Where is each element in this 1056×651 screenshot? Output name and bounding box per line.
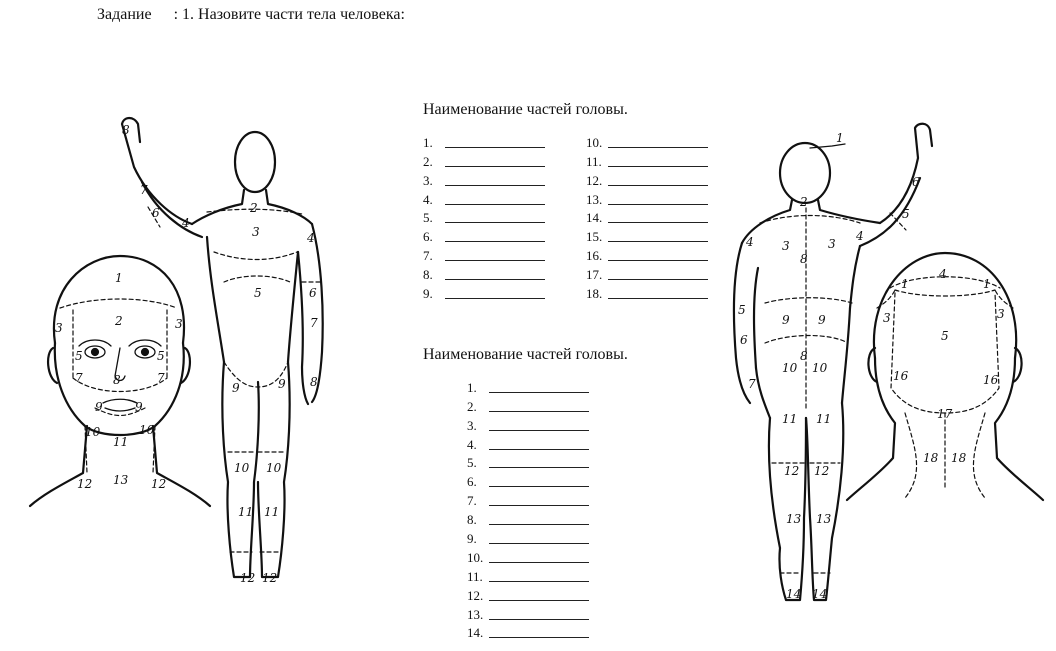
row-number: 5. (423, 210, 433, 226)
label-13: 13 (786, 512, 802, 526)
answer-blank[interactable] (445, 241, 545, 242)
answer-row (467, 585, 589, 604)
label-9: 9 (782, 313, 790, 327)
row-number: 2. (467, 398, 477, 414)
answer-blank[interactable] (489, 524, 589, 525)
answer-row (467, 566, 589, 585)
answer-blank[interactable] (445, 166, 545, 167)
label-3: 3 (55, 321, 63, 335)
label-5: 5 (738, 303, 746, 317)
label-4: 4 (182, 216, 190, 230)
answer-blank[interactable] (489, 637, 589, 638)
answer-row (423, 208, 545, 227)
answer-blank[interactable] (489, 392, 589, 393)
label-3: 3 (997, 307, 1005, 321)
label-5: 5 (75, 349, 83, 363)
answer-row (467, 415, 589, 434)
task-text: : 1. Назовите части тела человека: (173, 6, 405, 23)
label-3: 3 (782, 239, 790, 253)
label-16: 16 (893, 369, 909, 383)
answer-row (586, 264, 708, 283)
label-11: 11 (238, 505, 254, 519)
answer-blank[interactable] (608, 185, 708, 186)
label-6: 6 (152, 206, 160, 220)
label-13: 13 (816, 512, 832, 526)
row-number: 1. (467, 379, 477, 395)
answer-blank[interactable] (489, 562, 589, 563)
answer-row (423, 170, 545, 189)
label-6: 6 (912, 175, 920, 189)
answer-blank[interactable] (608, 222, 708, 223)
answer-row (467, 471, 589, 490)
row-number: 2. (423, 153, 433, 169)
answer-row (467, 528, 589, 547)
row-number: 17. (586, 267, 603, 283)
answer-blank[interactable] (445, 147, 545, 148)
answer-blank[interactable] (608, 204, 708, 205)
answer-row (467, 396, 589, 415)
answer-blank[interactable] (489, 411, 589, 412)
answer-row (423, 132, 545, 151)
answer-row (467, 623, 589, 642)
answer-blank[interactable] (489, 486, 589, 487)
row-number: 12. (467, 587, 484, 603)
answer-list-1a (423, 132, 545, 302)
label-3: 3 (828, 237, 836, 251)
row-number: 8. (467, 512, 477, 528)
row-number: 9. (467, 531, 477, 547)
label-12: 12 (784, 464, 800, 478)
label-10: 10 (139, 423, 155, 437)
answer-blank[interactable] (445, 260, 545, 261)
answer-blank[interactable] (489, 543, 589, 544)
label-1: 1 (901, 277, 909, 291)
answer-row (586, 170, 708, 189)
row-number: 16. (586, 248, 603, 264)
label-8: 8 (800, 349, 808, 363)
answer-row (423, 151, 545, 170)
row-number: 11. (586, 153, 602, 169)
label-5: 5 (941, 329, 949, 343)
answer-row (423, 226, 545, 245)
row-number: 10. (467, 549, 484, 565)
row-number: 11. (467, 568, 483, 584)
answer-row (423, 189, 545, 208)
label-7: 7 (310, 316, 318, 330)
answer-blank[interactable] (608, 241, 708, 242)
label-11: 11 (113, 435, 129, 449)
answer-blank[interactable] (445, 298, 545, 299)
answer-blank[interactable] (445, 204, 545, 205)
label-3: 3 (883, 311, 891, 325)
label-9: 9 (95, 400, 103, 414)
label-1: 1 (836, 131, 844, 145)
label-6: 6 (740, 333, 748, 347)
answer-row (586, 132, 708, 151)
label-17: 17 (937, 407, 953, 421)
label-7: 7 (75, 371, 83, 385)
row-number: 13. (586, 191, 603, 207)
answer-row (467, 547, 589, 566)
answer-row (467, 453, 589, 472)
label-11: 11 (782, 412, 798, 426)
answer-list-2 (467, 377, 589, 641)
label-7: 7 (157, 371, 165, 385)
label-6: 6 (309, 286, 317, 300)
label-1: 1 (983, 277, 991, 291)
answer-blank[interactable] (608, 147, 708, 148)
label-8: 8 (122, 123, 130, 137)
row-number: 13. (467, 606, 484, 622)
answer-row (467, 490, 589, 509)
answer-blank[interactable] (489, 505, 589, 506)
task-label: Задание (97, 6, 152, 23)
row-number: 8. (423, 267, 433, 283)
answer-blank[interactable] (608, 279, 708, 280)
answer-blank[interactable] (445, 222, 545, 223)
row-number: 1. (423, 134, 433, 150)
label-10: 10 (266, 461, 282, 475)
label-3: 3 (175, 317, 183, 331)
answer-row (586, 189, 708, 208)
answer-blank[interactable] (489, 619, 589, 620)
label-10: 10 (234, 461, 250, 475)
label-12: 12 (151, 477, 167, 491)
row-number: 18. (586, 286, 603, 302)
label-10: 10 (85, 425, 101, 439)
label-11: 11 (816, 412, 832, 426)
answer-row (586, 283, 708, 302)
answer-blank[interactable] (608, 260, 708, 261)
label-10: 10 (782, 361, 798, 375)
label-11: 11 (264, 505, 280, 519)
row-number: 4. (467, 436, 477, 452)
label-7: 7 (140, 183, 148, 197)
row-number: 14. (467, 625, 484, 641)
answer-row (467, 377, 589, 396)
task-heading (97, 6, 405, 24)
label-3: 3 (252, 225, 260, 239)
answer-row (423, 283, 545, 302)
label-2: 2 (250, 201, 258, 215)
answer-row (586, 245, 708, 264)
label-8: 8 (800, 252, 808, 266)
row-number: 4. (423, 191, 433, 207)
label-16: 16 (983, 373, 999, 387)
row-number: 15. (586, 229, 603, 245)
row-number: 6. (467, 474, 477, 490)
answer-list-1b (586, 132, 708, 302)
section-title-2: Наименование частей головы. (423, 346, 628, 363)
answer-blank[interactable] (608, 166, 708, 167)
label-12: 12 (814, 464, 830, 478)
answer-blank[interactable] (608, 298, 708, 299)
row-number: 3. (467, 417, 477, 433)
label-14: 14 (786, 587, 802, 601)
label-9: 9 (232, 381, 240, 395)
answer-row (586, 208, 708, 227)
row-number: 10. (586, 134, 603, 150)
label-12: 12 (77, 477, 93, 491)
answer-blank[interactable] (445, 279, 545, 280)
answer-row (586, 151, 708, 170)
head-back-illustration (845, 248, 1045, 508)
row-number: 9. (423, 286, 433, 302)
row-number: 6. (423, 229, 433, 245)
label-5: 5 (157, 349, 165, 363)
answer-blank[interactable] (489, 467, 589, 468)
label-2: 2 (800, 195, 808, 209)
answer-row (467, 604, 589, 623)
row-number: 5. (467, 455, 477, 471)
body-front-illustration (112, 112, 337, 592)
answer-row (586, 226, 708, 245)
answer-blank[interactable] (489, 449, 589, 450)
answer-row (467, 509, 589, 528)
answer-blank[interactable] (489, 430, 589, 431)
label-12: 12 (240, 571, 256, 585)
label-9: 9 (818, 313, 826, 327)
label-5: 5 (254, 286, 262, 300)
label-5: 5 (902, 207, 910, 221)
answer-blank[interactable] (445, 185, 545, 186)
section-title-1: Наименование частей головы. (423, 101, 628, 118)
label-4: 4 (746, 235, 754, 249)
label-14: 14 (812, 587, 828, 601)
label-4: 4 (856, 229, 864, 243)
label-18: 18 (951, 451, 967, 465)
label-12: 12 (262, 571, 278, 585)
row-number: 14. (586, 210, 603, 226)
row-number: 3. (423, 172, 433, 188)
answer-blank[interactable] (489, 600, 589, 601)
label-1: 1 (115, 271, 123, 285)
label-8: 8 (310, 375, 318, 389)
answer-blank[interactable] (489, 581, 589, 582)
answer-row (467, 434, 589, 453)
row-number: 12. (586, 172, 603, 188)
answer-row (423, 264, 545, 283)
label-4: 4 (939, 267, 947, 281)
label-18: 18 (923, 451, 939, 465)
answer-row (423, 245, 545, 264)
label-2: 2 (115, 314, 123, 328)
label-10: 10 (812, 361, 828, 375)
row-number: 7. (423, 248, 433, 264)
label-13: 13 (113, 473, 129, 487)
label-9: 9 (135, 400, 143, 414)
label-8: 8 (113, 373, 121, 387)
label-4: 4 (307, 231, 315, 245)
row-number: 7. (467, 493, 477, 509)
label-9: 9 (278, 377, 286, 391)
label-7: 7 (748, 377, 756, 391)
